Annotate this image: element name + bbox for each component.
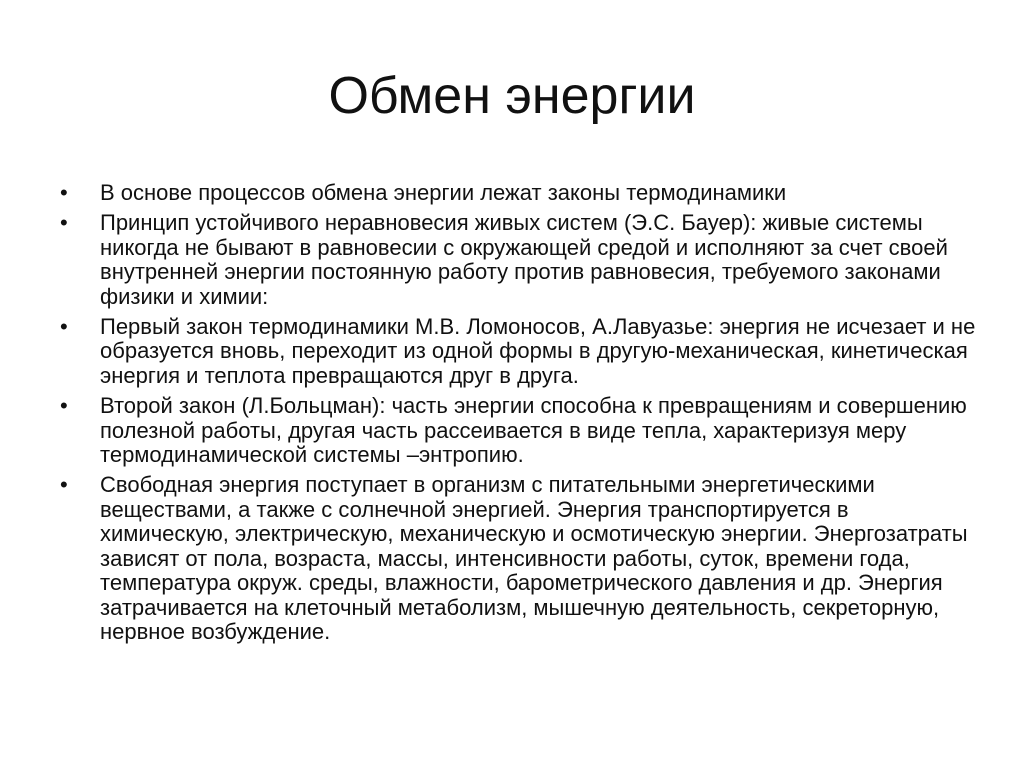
bullet-text: Свободная энергия поступает в организм с питательными энергетическими веществами, а также с солнечной энергией. Энергия транспортируется в химическую, электрическую, механическую и осмотическую энергии. Энергозатраты зависят от пола, возраста, массы, интенсивности работы, суток, времени года, температура окруж. среды, влажности, барометрического давления и др. Энергия затрачивается на клеточный метаболизм, мышечную деятельность, секреторную, нервное возбуждение. xyxy=(100,472,968,644)
bullet-item xyxy=(60,181,980,205)
bullet-item xyxy=(60,315,980,388)
bullet-text: Первый закон термодинамики М.В. Ломоносов, А.Лавуазье: энергия не исчезает и не образуется вновь, переходит из одной формы в другую-механическая, кинетическая энергия и теплота превращаются друг в друга. xyxy=(100,314,976,388)
bullet-text: Принцип устойчивого неравновесия живых систем (Э.С. Бауер): живые системы никогда не бывают в равновесии с окружающей средой и исполняют за счет своей внутренней энергии постоянную работу против равновесия, требуемого законами физики и химии: xyxy=(100,210,948,309)
bullet-dot-icon: • xyxy=(60,314,68,340)
bullet-text: В основе процессов обмена энергии лежат законы термодинамики xyxy=(100,180,787,205)
bullet-dot-icon: • xyxy=(60,180,68,205)
bullet-item xyxy=(60,394,980,467)
bullet-item xyxy=(60,211,980,309)
bullet-dot-icon: • xyxy=(60,210,68,236)
slide-title: Обмен энергии xyxy=(328,67,696,125)
bullet-item xyxy=(60,473,980,644)
bullet-list xyxy=(60,181,980,650)
bullet-dot-icon: • xyxy=(60,472,68,498)
bullet-dot-icon: • xyxy=(60,393,68,419)
bullet-text: Второй закон (Л.Больцман): часть энергии способна к превращениям и совершению полезной работы, другая часть рассеивается в виде тепла, характеризуя меру термодинамической системы –энтропию. xyxy=(100,393,967,468)
